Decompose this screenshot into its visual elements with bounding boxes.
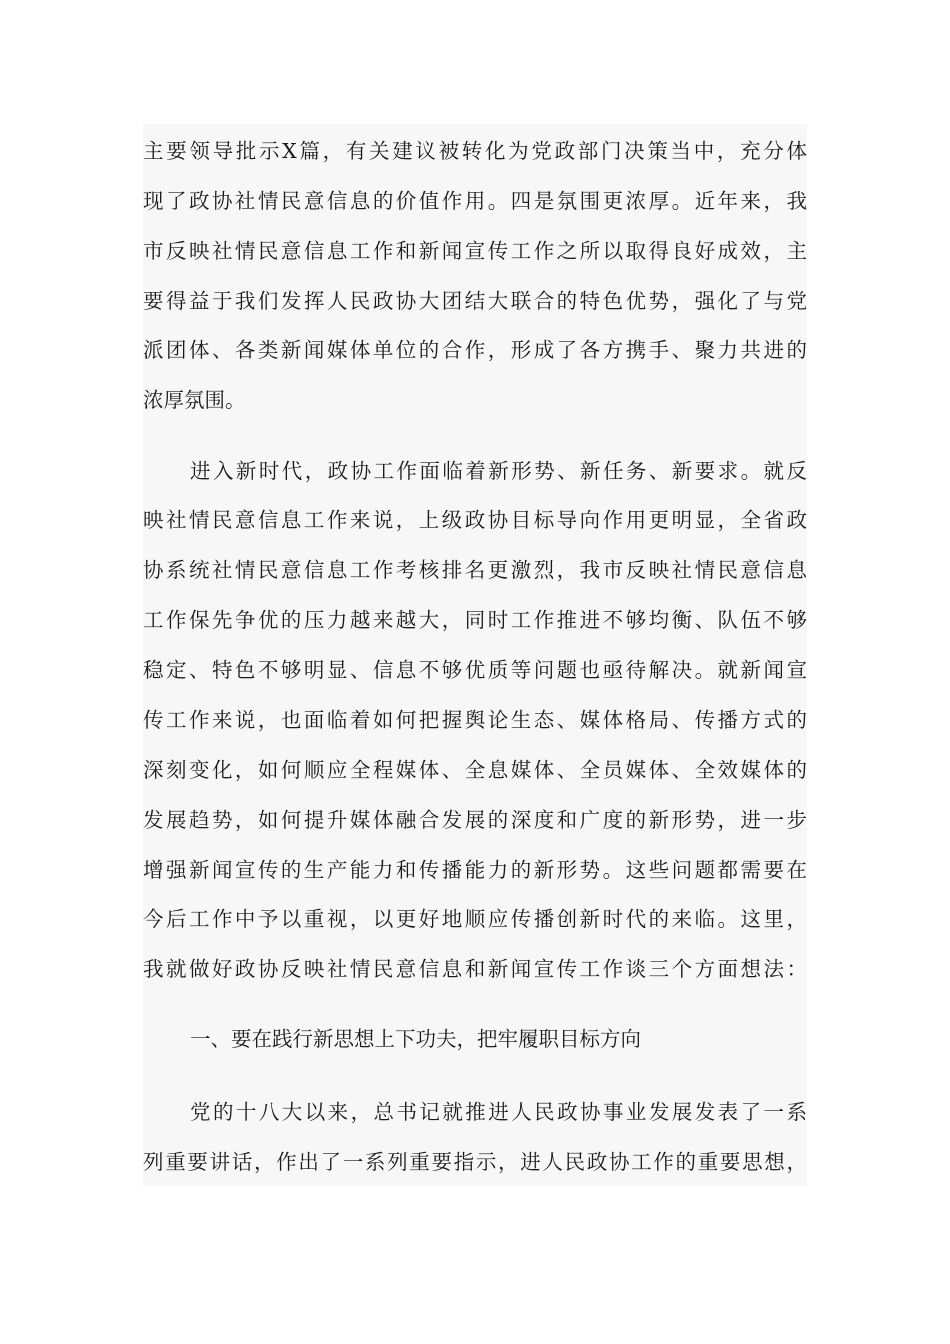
paragraph-line: 稳定、特色不够明显、信息不够优质等问题也亟待解决。就新闻宣 [143,658,807,682]
paragraph-line: 协系统社情民意信息工作考核排名更激烈，我市反映社情民意信息 [143,558,807,582]
paragraph-line: 工作保先争优的压力越来越大，同时工作推进不够均衡、队伍不够 [143,608,807,632]
paragraph-line: 现了政协社情民意信息的价值作用。四是氛围更浓厚。近年来，我 [143,189,807,213]
paragraph-line: 要得益于我们发挥人民政协大团结大联合的特色优势，强化了与党 [143,289,807,313]
section-heading: 一、要在践行新思想上下功夫，把牢履职目标方向 [190,1027,641,1051]
paragraph-line: 列重要讲话，作出了一系列重要指示，进人民政协工作的重要思想， [143,1150,807,1174]
paragraph-line: 我就做好政协反映社情民意信息和新闻宣传工作谈三个方面想法： [143,957,807,981]
paragraph-line: 派团体、各类新闻媒体单位的合作，形成了各方携手、聚力共进的 [143,338,807,362]
paragraph-line: 深刻变化，如何顺应全程媒体、全息媒体、全员媒体、全效媒体的 [143,758,807,782]
paragraph-line: 党的十八大以来，总书记就推进人民政协事业发展发表了一系 [190,1100,807,1124]
paragraph-line: 市反映社情民意信息工作和新闻宣传工作之所以取得良好成效，主 [143,239,807,263]
paragraph-line: 主要领导批示X篇，有关建议被转化为党政部门决策当中，充分体 [143,139,807,163]
paragraph-line: 今后工作中予以重视，以更好地顺应传播创新时代的来临。这里， [143,907,807,931]
paragraph-line: 发展趋势，如何提升媒体融合发展的深度和广度的新形势，进一步 [143,808,807,832]
paragraph-line: 增强新闻宣传的生产能力和传播能力的新形势。这些问题都需要在 [143,858,807,882]
paragraph-line: 浓厚氛围。 [143,388,246,412]
paragraph-line: 传工作来说，也面临着如何把握舆论生态、媒体格局、传播方式的 [143,708,807,732]
paragraph-line: 映社情民意信息工作来说，上级政协目标导向作用更明显，全省政 [143,508,807,532]
paragraph-line: 进入新时代，政协工作面临着新形势、新任务、新要求。就反 [190,459,807,483]
